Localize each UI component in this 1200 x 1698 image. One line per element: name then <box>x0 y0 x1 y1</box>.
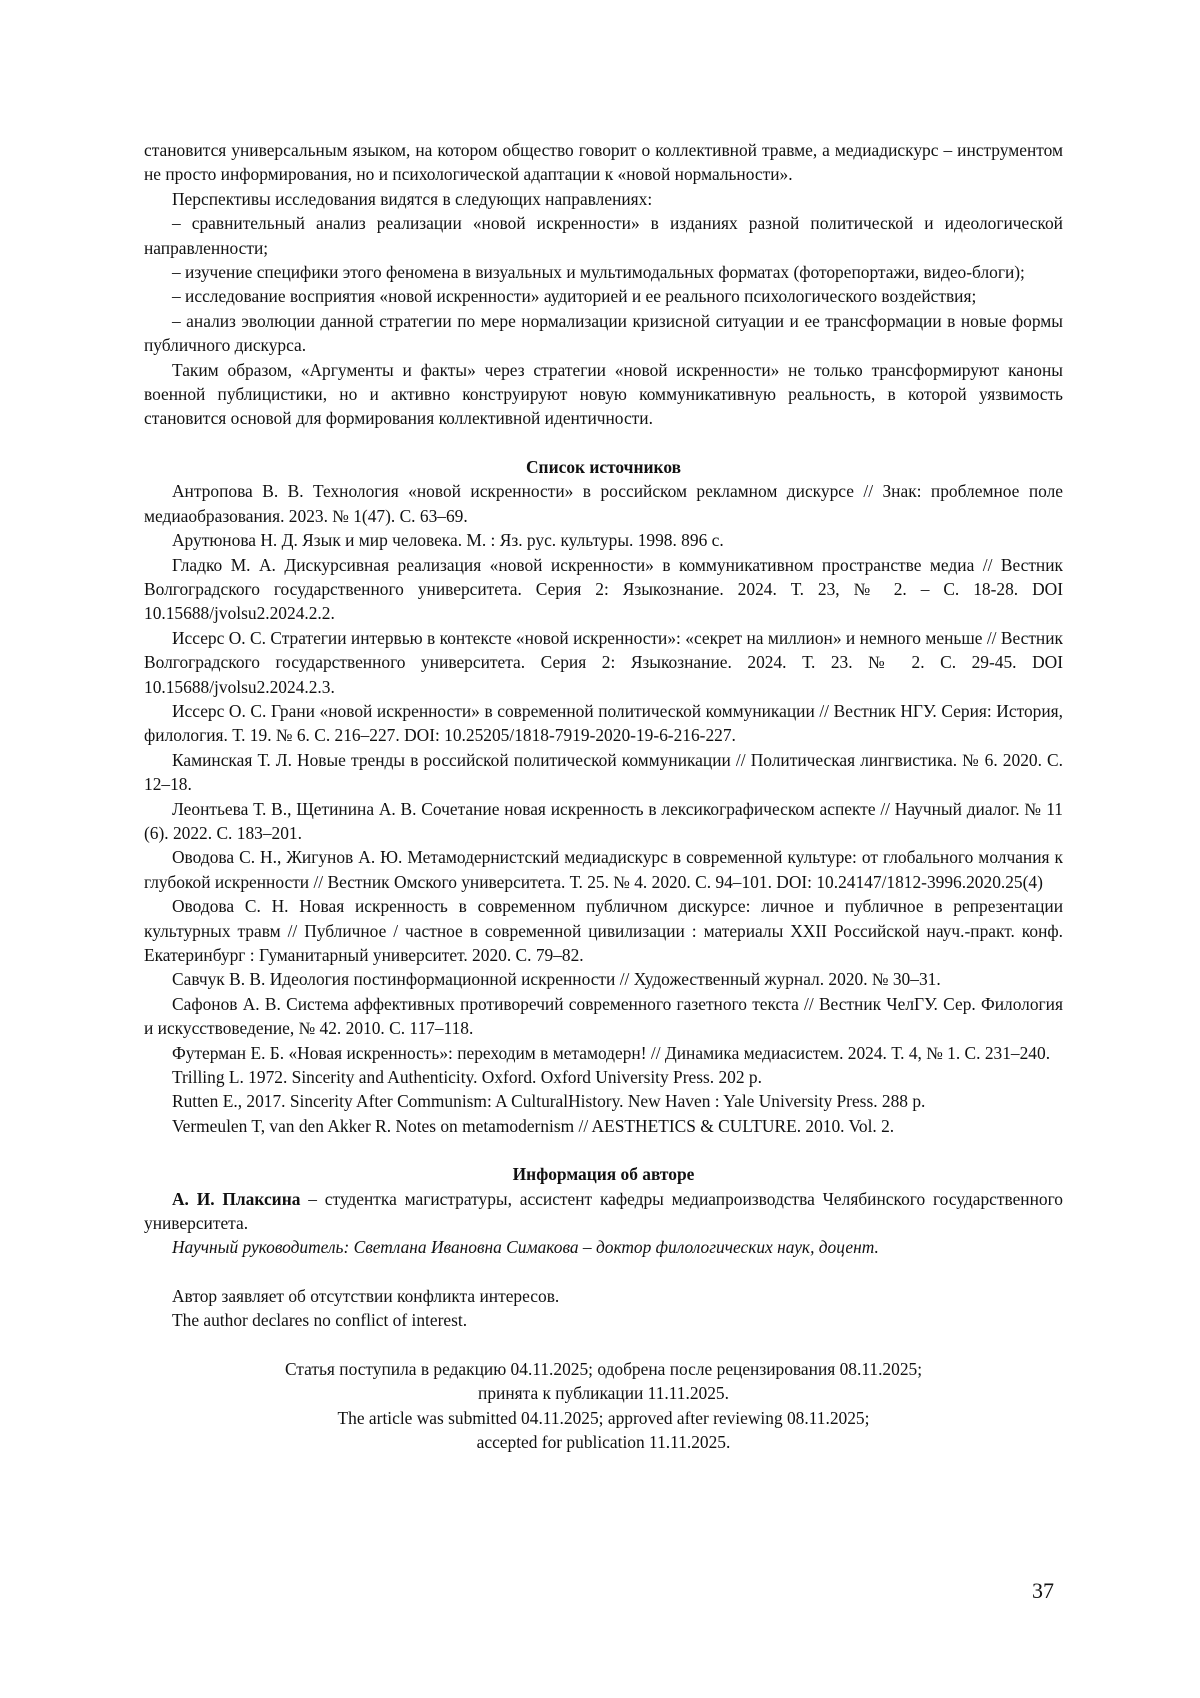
page-number: 37 <box>1032 1578 1054 1603</box>
perspective-item: – сравнительный анализ реализации «новой искренности» в изданиях разной политической и идеологической направленности; <box>144 213 1063 258</box>
author-name: А. И. Плаксина <box>172 1188 301 1209</box>
body-paragraph-continuation: становится универсальным языком, на котором общество говорит о коллективной травме, а медиадискурс – инструментом не просто информирования, но и психологической адаптации к «новой нормальности». <box>144 140 1063 185</box>
source-entry: Сафонов А. В. Система аффективных противоречий современного газетного текста // Вестник ЧелГУ. Сер. Филология и искусствоведение, № 42. 2010. С. 117–118. <box>144 993 1063 1039</box>
author-info <box>144 1187 1063 1236</box>
document-page <box>144 138 1063 1454</box>
source-entry: Trilling L. 1972. Sincerity and Authenticity. Oxford. Oxford University Press. 202 p. <box>172 1067 762 1088</box>
spacer <box>144 1333 1063 1357</box>
source-entry: Леонтьева Т. В., Щетинина А. В. Сочетание новая искренность в лексикографическом аспекте // Научный диалог. № 11 (6). 2022. С. 183–201. <box>144 798 1063 843</box>
author-heading: Информация об авторе <box>512 1164 695 1185</box>
perspectives-lead: Перспективы исследования видятся в следующих направлениях: <box>172 188 653 209</box>
perspective-item: – изучение специфики этого феномена в визуальных и мультимодальных форматах (фоторепортажи, видео-блоги); <box>172 262 1025 283</box>
dates-en-line1: The article was submitted 04.11.2025; approved after reviewing 08.11.2025; <box>337 1407 870 1428</box>
source-entry: Vermeulen T, van den Akker R. Notes on metamodernism // AESTHETICS & CULTURE. 2010. Vol. 2. <box>172 1115 895 1136</box>
sources-heading: Список источников <box>526 456 681 477</box>
dates-ru-line2: принята к публикации 11.11.2025. <box>478 1383 729 1404</box>
spacer <box>144 1260 1063 1284</box>
source-entry: Футерман Е. Б. «Новая искренность»: переходим в метамодерн! // Динамика медиасистем. 2024. Т. 4, № 1. С. 231–240. <box>172 1042 1051 1063</box>
dates-ru-line1: Статья поступила в редакцию 04.11.2025; одобрена после рецензирования 08.11.2025; <box>284 1358 923 1379</box>
author-description: – студентка магистратуры, ассистент кафедры медиапроизводства Челябинского государственного университета. <box>144 1188 1064 1234</box>
source-entry: Каминская Т. Л. Новые тренды в российской политической коммуникации // Политическая лингвистика. № 6. 2020. С. 12–18. <box>144 749 1063 795</box>
conflict-statement-en: The author declares no conflict of interest. <box>172 1310 468 1331</box>
perspective-item: – анализ эволюции данной стратегии по мере нормализации кризисной ситуации и ее трансформации в новые формы публичного дискурса. <box>144 310 1063 356</box>
source-entry: Оводова С. Н., Жигунов А. Ю. Метамодернистский медиадискурс в современной культуре: от глобального молчания к глубокой искренности // Вестник Омского университета. Т. 25. № 4. 2020. С. 94–101. DOI: 10.24147/1812-3996.2020.25(4) <box>144 847 1063 892</box>
supervisor-line: Научный руководитель: Светлана Ивановна Симакова – доктор филологических наук, доцент. <box>172 1237 879 1258</box>
conflict-statement-ru: Автор заявляет об отсутствии конфликта интересов. <box>172 1285 560 1306</box>
dates-en-line2: accepted for publication 11.11.2025. <box>476 1431 731 1452</box>
source-entry: Иссерс О. С. Стратегии интервью в контексте «новой искренности»: «секрет на миллион» и немного меньше // Вестник Волгоградского государственного университета. Серия 2: Языкознание. 2024. Т. 23. № 2. С. 29-45. DOI 10.15688/jvolsu2.2024.2.3. <box>144 627 1063 697</box>
source-entry: Гладко М. А. Дискурсивная реализация «новой искренности» в коммуникативном пространстве медиа // Вестник Волгоградского государственного университета. Серия 2: Языкознание. 2024. Т. 23, № 2. – С. 18-28. DOI 10.15688/jvolsu2.2024.2.2. <box>144 554 1063 624</box>
source-entry: Антропова В. В. Технология «новой искренности» в российском рекламном дискурсе // Знак: проблемное поле медиаобразования. 2023. № 1(47). С. 63–69. <box>144 481 1063 526</box>
source-entry: Оводова С. Н. Новая искренность в современном публичном дискурсе: личное и публичное в репрезентации культурных травм // Публичное / частное в современной цивилизации : материалы XXII Российской науч.-практ. конф. Екатеринбург : Гуманитарный университет. 2020. С. 79–82. <box>144 896 1063 965</box>
perspective-item: – исследование восприятия «новой искренности» аудиторией и ее реального психологического воздействия; <box>172 286 977 307</box>
source-entry: Арутюнова Н. Д. Язык и мир человека. М. : Яз. рус. культуры. 1998. 896 с. <box>172 530 724 551</box>
source-entry: Иссерс О. С. Грани «новой искренности» в современной политической коммуникации // Вестник НГУ. Серия: История, филология. Т. 19. № 6. С. 216–227. DOI: 10.25205/1818-7919-2020-19-6-216-227. <box>144 700 1063 746</box>
source-entry: Савчук В. В. Идеология постинформационной искренности // Художественный журнал. 2020. № 30–31. <box>172 969 941 990</box>
source-entry: Rutten E., 2017. Sincerity After Communism: A CulturalHistory. New Haven : Yale University Press. 288 p. <box>172 1091 926 1112</box>
conclusion-paragraph: Таким образом, «Аргументы и факты» через стратегии «новой искренности» не только трансформируют каноны военной публицистики, но и активно конструируют новую коммуникативную реальность, в которой уязвимость становится основой для формирования коллективной идентичности. <box>144 359 1063 429</box>
